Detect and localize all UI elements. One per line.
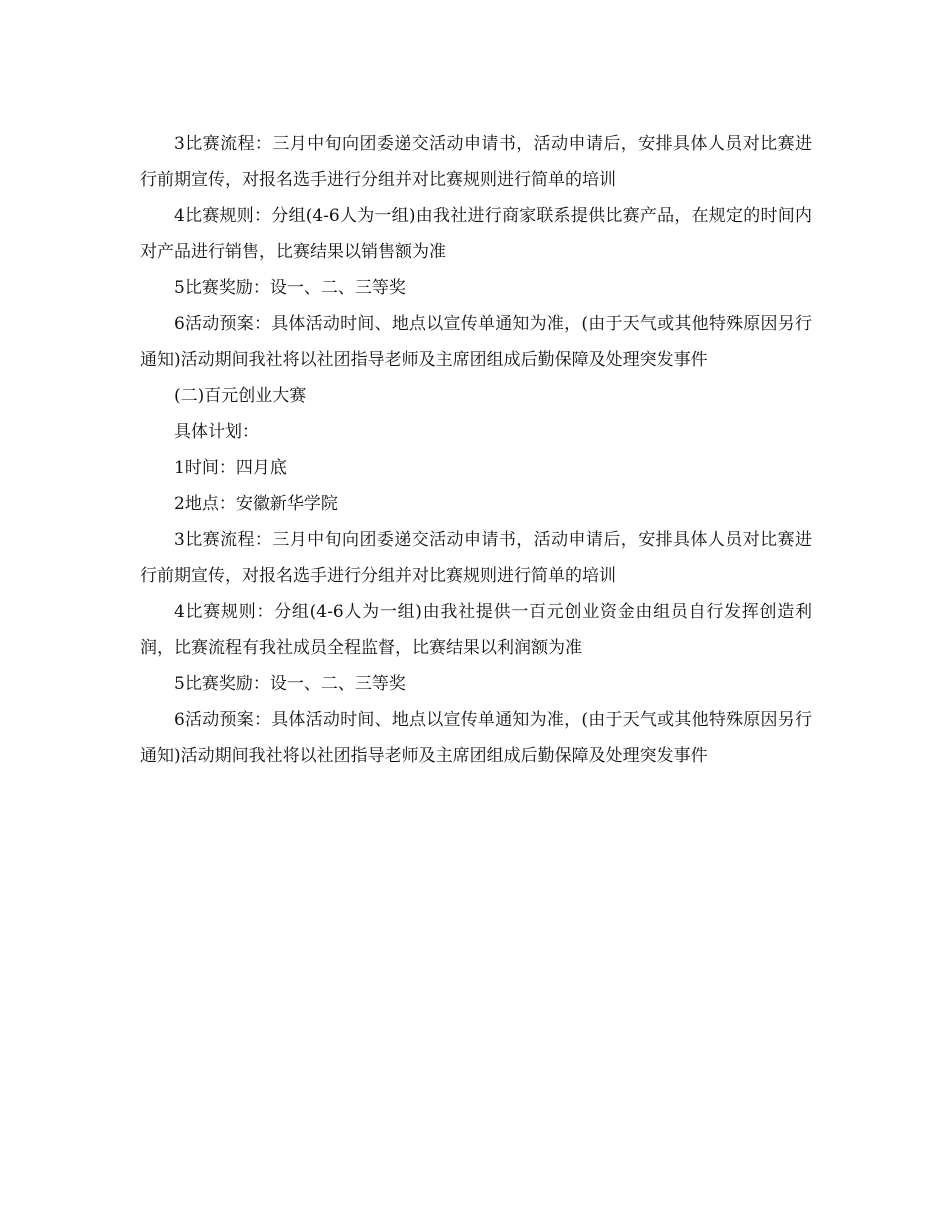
paragraph-competition-awards-2: 5比赛奖励：设一、二、三等奖 — [174, 674, 406, 694]
document-body — [140, 126, 812, 774]
paragraph-competition-rules: 4比赛规则：分组(4-6人为一组)由我社进行商家联系提供比赛产品，在规定的时间内对产品进行销售，比赛结果以销售额为准 — [140, 206, 812, 262]
section-heading-startup-contest: (二)百元创业大赛 — [174, 386, 307, 406]
paragraph-competition-process-2: 3比赛流程：三月中旬向团委递交活动申请书，活动申请后，安排具体人员对比赛进行前期宣传，对报名选手进行分组并对比赛规则进行简单的培训 — [140, 530, 812, 586]
paragraph-time: 1时间：四月底 — [174, 458, 287, 478]
paragraph-competition-process: 3比赛流程：三月中旬向团委递交活动申请书，活动申请后，安排具体人员对比赛进行前期宣传，对报名选手进行分组并对比赛规则进行简单的培训 — [140, 134, 812, 190]
paragraph-location: 2地点：安徽新华学院 — [174, 494, 338, 514]
paragraph-contingency-plan: 6活动预案：具体活动时间、地点以宣传单通知为准，(由于天气或其他特殊原因另行通知)活动期间我社将以社团指导老师及主席团组成后勤保障及处理突发事件 — [140, 314, 812, 370]
paragraph-plan-label: 具体计划： — [174, 422, 259, 442]
paragraph-competition-rules-2: 4比赛规则：分组(4-6人为一组)由我社提供一百元创业资金由组员自行发挥创造利润，比赛流程有我社成员全程监督，比赛结果以利润额为准 — [140, 602, 812, 658]
paragraph-contingency-plan-2: 6活动预案：具体活动时间、地点以宣传单通知为准，(由于天气或其他特殊原因另行通知)活动期间我社将以社团指导老师及主席团组成后勤保障及处理突发事件 — [140, 710, 812, 766]
paragraph-competition-awards: 5比赛奖励：设一、二、三等奖 — [174, 278, 406, 298]
